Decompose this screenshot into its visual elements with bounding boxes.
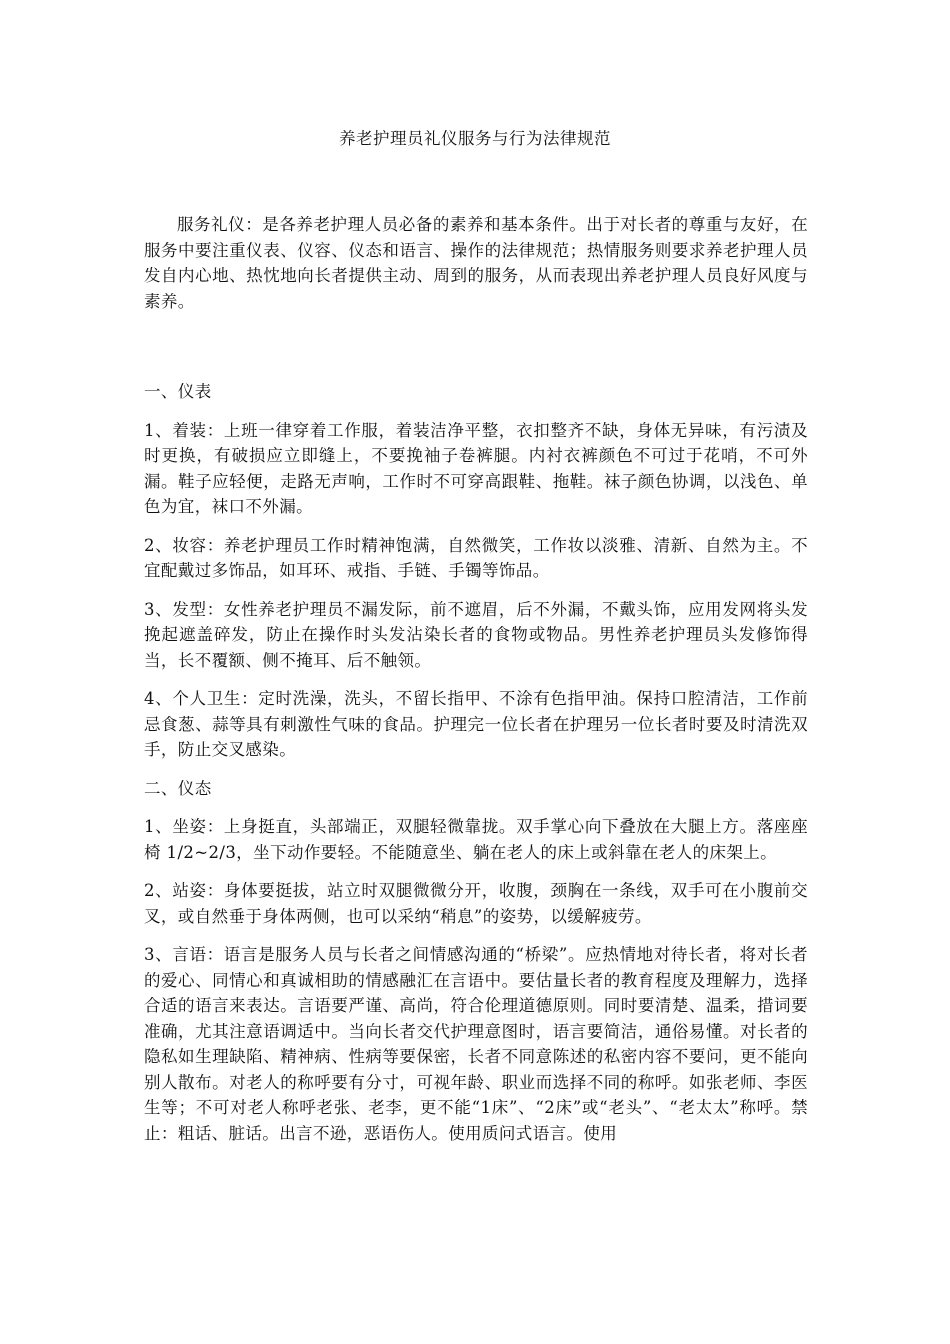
- section-heading-deportment: 二、仪态: [144, 778, 212, 798]
- paragraph-hairstyle: 3、发型：女性养老护理员不漏发际，前不遮眉，后不外漏，不戴头饰，应用发网将头发挽起遮盖碎发，防止在操作时头发沾染长者的食物或物品。男性养老护理员头发修饰得当，长不覆额、侧不掩耳、后不触领。: [144, 599, 808, 670]
- section-heading-appearance: 一、仪表: [144, 382, 212, 401]
- document-title: 养老护理员礼仪服务与行为法律规范: [339, 129, 611, 148]
- intro-paragraph: 服务礼仪：是各养老护理人员必备的素养和基本条件。出于对长者的尊重与友好，在服务中要注重仪表、仪容、仪态和语言、操作的法律规范；热情服务则要求养老护理人员发自内心地、热忱地向长者提供主动、周到的服务，从而表现出养老护理人员良好风度与素养。: [144, 215, 808, 311]
- paragraph-makeup: 2、妆容：养老护理员工作时精神饱满，自然微笑，工作妆以淡雅、清新、自然为主。不宜配戴过多饰品，如耳环、戒指、手链、手镯等饰品。: [144, 535, 808, 580]
- paragraph-standing: 2、站姿：身体要挺拔，站立时双腿微微分开，收腹，颈胸在一条线，双手可在小腹前交叉，或自然垂于身体两侧，也可以采纳“稍息”的姿势，以缓解疲劳。: [144, 881, 808, 926]
- document-body: [144, 212, 808, 1159]
- paragraph-hygiene: 4、个人卫生：定时洗澡，洗头，不留长指甲、不涂有色指甲油。保持口腔清洁，工作前忌食葱、蒜等具有刺激性气味的食品。护理完一位长者在护理另一位长者时要及时清洗双手，防止交叉感染。: [144, 689, 808, 759]
- paragraph-sitting: 1、坐姿：上身挺直，头部端正，双腿轻微靠拢。双手掌心向下叠放在大腿上方。落座座椅 1/2~2/3，坐下动作要轻。不能随意坐、躺在老人的床上或斜靠在老人的床架上。: [144, 817, 808, 862]
- paragraph-speech: 3、言语：语言是服务人员与长者之间情感沟通的“桥梁”。应热情地对待长者，将对长者的爱心、同情心和真诚相助的情感融汇在言语中。要估量长者的教育程度及理解力，选择合适的语言来表达。言语要严谨、高尚，符合伦理道德原则。同时要清楚、温柔，措词要准确，尤其注意语调适中。当向长者交代护理意图时，语言要简洁，通俗易懂。对长者的隐私如生理缺陷、精神病、性病等要保密，长者不同意陈述的私密内容不要问，更不能向别人散布。对老人的称呼要有分寸，可视年龄、职业而选择不同的称呼。如张老师、李医生等；不可对老人称呼老张、老李，更不能“1床”、“2床”或“老头”、“老太太”称呼。禁止：粗话、脏话。出言不逊，恶语伤人。使用质问式语言。使用: [144, 945, 808, 1143]
- paragraph-attire: 1、着装：上班一律穿着工作服，着装洁净平整，衣扣整齐不缺，身体无异味，有污渍及时更换，有破损应立即缝上，不要挽袖子卷裤腿。内衬衣裤颜色不可过于花哨，不可外漏。鞋子应轻便，走路无声响，工作时不可穿高跟鞋、拖鞋。袜子颜色协调，以浅色、单色为宜，袜口不外漏。: [144, 420, 808, 516]
